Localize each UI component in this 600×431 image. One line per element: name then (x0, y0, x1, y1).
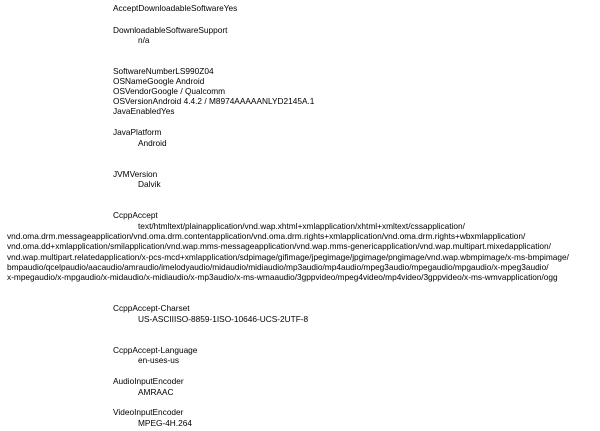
software-number-name: SoftwareNumber (113, 66, 176, 76)
video-input-encoder-value: MPEG-4H.264 (138, 418, 192, 428)
os-version-row (113, 96, 314, 106)
video-input-encoder-name: VideoInputEncoder (113, 407, 184, 417)
ccpp-accept-charset-value: US-ASCIIISO-8859-1ISO-10646-UCS-2UTF-8 (138, 314, 309, 324)
java-platform-value: Android (138, 138, 167, 148)
downloadable-software-support-value: n/a (138, 35, 150, 45)
software-number-row (113, 66, 214, 76)
audio-input-encoder-name: AudioInputEncoder (113, 376, 184, 386)
accept-downloadable-software-value: Yes (223, 3, 238, 13)
os-version-name: OSVersion (113, 96, 153, 106)
ccpp-accept-value-line: vnd.wap.multipart.relatedapplication/x-pcs-mcd+xmlapplication/sdpimage/gifimage/jpegimage/jpgimage/pngimage/vnd.wap.wbmpimage/x-ms-bmpimage/ (7, 252, 569, 262)
ccpp-accept-language-value: en-uses-us (138, 355, 180, 365)
java-platform-name: JavaPlatform (113, 127, 162, 137)
ccpp-accept-charset-name: CcppAccept-Charset (113, 303, 190, 313)
os-name-value: Google Android (147, 76, 205, 86)
java-enabled-name: JavaEnabled (113, 106, 161, 116)
jvm-version-name: JVMVersion (113, 169, 158, 179)
ccpp-accept-value-line: text/htmltext/plainapplication/vnd.wap.xhtml+xmlapplication/xhtml+xmltext/cssapplication/ (138, 221, 465, 231)
ccpp-accept-value-line: vnd.oma.drm.messageapplication/vnd.oma.drm.contentapplication/vnd.oma.drm.rights+xmlapplication/vnd.oma.drm.rights+wbxmlapplication/ (7, 231, 526, 241)
java-enabled-value: Yes (160, 106, 175, 116)
jvm-version-value: Dalvik (138, 179, 161, 189)
downloadable-software-support-name: DownloadableSoftwareSupport (113, 25, 228, 35)
os-vendor-row (113, 86, 225, 96)
ccpp-accept-name: CcppAccept (113, 210, 158, 220)
ccpp-accept-value-line: x-mpegaudio/x-mpgaudio/x-midaudio/x-midiaudio/x-mp3audio/x-ms-wmaaudio/3gppvideo/mpeg4video/mp4video/3gppvideo/x-ms-wmvapplication/ogg (7, 272, 558, 282)
accept-downloadable-software-name: AcceptDownloadableSoftware (113, 3, 224, 13)
ccpp-accept-value-line: vnd.oma.dd+xmlapplication/smilapplication/vnd.wap.mms-messageapplication/vnd.wap.mms-genericapplication/vnd.wap.multipart.mixedapplication/ (7, 241, 551, 251)
os-vendor-value: Google / Qualcomm (151, 86, 226, 96)
os-vendor-name: OSVendor (113, 86, 152, 96)
java-enabled-row (113, 106, 175, 116)
os-name-name: OSName (113, 76, 148, 86)
accept-downloadable-software-row (113, 3, 237, 13)
os-name-row (113, 76, 204, 86)
software-number-value: LS990Z04 (175, 66, 214, 76)
os-version-value: Android 4.4.2 / M8974AAAAANLYD2145A.1 (152, 96, 315, 106)
ccpp-accept-value-line: bmpaudio/qcelpaudio/aacaudio/amraudio/imelodyaudio/midaudio/midiaudio/mp3audio/mp4audio/mpeg3audio/mpegaudio/mpgaudio/x-mpeg3audio/ (7, 262, 549, 272)
ccpp-accept-language-name: CcppAccept-Language (113, 345, 198, 355)
audio-input-encoder-value: AMRAAC (138, 387, 174, 397)
